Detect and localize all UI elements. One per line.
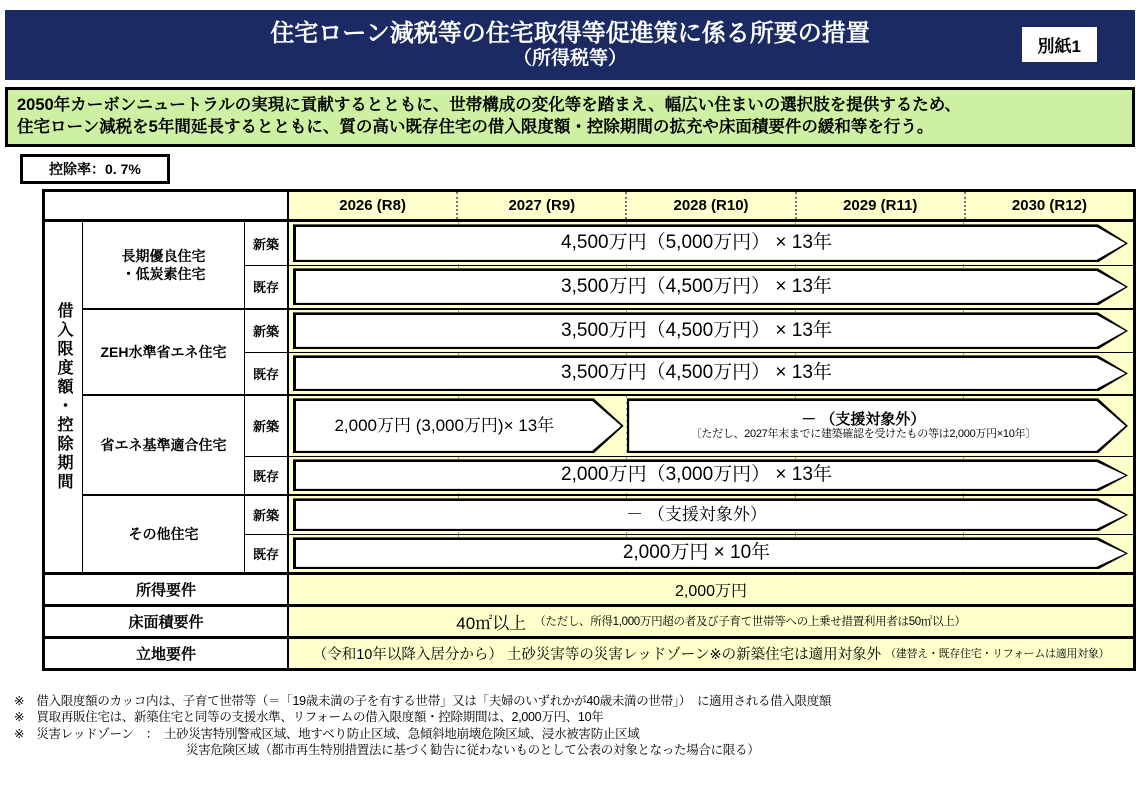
type-cell: 新築: [245, 310, 289, 352]
limit-arrow-right: [627, 398, 1128, 453]
limit-value-main: － （支援対象外）: [801, 410, 926, 428]
type-cell: 新築: [245, 496, 289, 534]
table-row: [245, 310, 1133, 352]
requirement-value-note: （ただし、所得1,000万円超の者及び子育て世帯等への上乗せ措置利用者は50㎡以上）: [534, 616, 966, 629]
title-bar: [5, 10, 1135, 80]
type-cell: 既存: [245, 457, 289, 494]
limit-arrow: [293, 224, 1128, 262]
requirement-label: 所得要件: [45, 575, 289, 604]
category-line1: その他住宅: [128, 525, 199, 542]
deduction-rate-box: 控除率：0. 7%: [20, 154, 170, 184]
data-cell: [289, 266, 1133, 308]
data-cell: [289, 457, 1133, 494]
data-cell: [289, 535, 1133, 572]
data-cell-split: [289, 396, 1133, 456]
side-header-label: 借入限度額・控除期間: [55, 301, 72, 492]
limit-arrow: [293, 498, 1128, 531]
limit-value: [627, 398, 1128, 453]
requirement-value: [289, 607, 1133, 636]
category-line1: 省エネ基準適合住宅: [100, 436, 227, 453]
table-row: [245, 265, 1133, 308]
page-subtitle: （所得税等）: [512, 47, 627, 69]
limit-value: 3,500万円（4,500万円） × 13年: [561, 275, 832, 297]
category-label: [83, 396, 245, 494]
category-line1: 長期優良住宅: [121, 247, 206, 264]
year-column-2026: 2026 (R8): [339, 196, 406, 214]
appendix-badge: 別紙1: [1022, 27, 1097, 62]
requirement-value-main: 40㎡以上: [456, 613, 527, 633]
footnotes: [14, 693, 1140, 759]
location-requirement-row: [45, 636, 1133, 668]
page-title: 住宅ローン減税等の住宅取得等促進策に係る所要の措置: [270, 20, 870, 48]
footnote-2: ※ 買取再販住宅は、新築住宅と同等の支援水準、リフォームの借入限度額・控除期間は、2,000万円、10年: [14, 710, 604, 725]
type-cell: 既存: [245, 266, 289, 308]
limit-value: 2,000万円（3,000万円） × 13年: [561, 464, 832, 486]
table-row: [245, 352, 1133, 394]
requirement-label: 立地要件: [45, 639, 289, 668]
table-row: [245, 496, 1133, 534]
year-column-2027: 2027 (R9): [456, 192, 625, 219]
category-label: [83, 496, 245, 572]
category-line1: ZEH水準省エネ住宅: [100, 343, 227, 360]
footnote-1: ※ 借入限度額のカッコ内は、子育て世帯等（＝「19歳未満の子を有する世帯」又は「夫婦のいずれかが40歳未満の世帯」） に適用される借入限度額: [14, 693, 832, 708]
type-cell: 新築: [245, 222, 289, 265]
year-columns: [289, 192, 1133, 219]
year-column-2028: 2028 (R10): [625, 192, 794, 219]
requirement-value: 2,000万円: [289, 575, 1133, 604]
limit-arrow: [293, 312, 1128, 349]
type-cell: 新築: [245, 396, 289, 456]
limit-arrow: [293, 459, 1128, 491]
table-body: [45, 222, 1133, 572]
side-header-cell: [45, 222, 83, 572]
summary-line-2: 住宅ローン減税を5年間延長するとともに、質の高い既存住宅の借入限度額・控除期間の拡充や床面積要件の緩和等を行う。: [17, 117, 934, 136]
year-column-2029: 2029 (R11): [795, 192, 964, 219]
table-header-row: [45, 192, 1133, 222]
table-row: [245, 396, 1133, 456]
category-line2: ・低炭素住宅: [121, 265, 206, 282]
data-cell: [289, 222, 1133, 265]
group-rows: [245, 222, 1133, 308]
main-table: [42, 189, 1136, 671]
category-label: [83, 222, 245, 308]
floor-area-requirement-row: [45, 604, 1133, 636]
footnote-4: 災害危険区域（都市再生特別措置法に基づく勧告に従わないものとして公表の対象となった場合に限る）: [186, 743, 760, 758]
table-row: [245, 222, 1133, 265]
requirement-value-note: （建替え・既存住宅・リフォームは適用対象）: [885, 648, 1110, 661]
limit-value: 3,500万円（4,500万円） × 13年: [561, 319, 832, 341]
summary-line-1: 2050年カーボンニュートラルの実現に貢献するとともに、世帯構成の変化等を踏まえ、幅広い住まいの選択肢を提供するため、: [17, 96, 962, 114]
requirement-value-main: （令和10年以降入居分から） 土砂災害等の災害レッドゾーン※の新築住宅は適用対象外: [312, 646, 882, 663]
group-rows: [245, 496, 1133, 572]
limit-arrow: [293, 537, 1128, 569]
limit-arrow-left: [293, 398, 624, 453]
year-column-2030: 2030 (R12): [964, 192, 1133, 219]
limit-arrow: [293, 268, 1128, 305]
category-label: [83, 310, 245, 394]
groups-column: [83, 222, 1133, 572]
limit-value: 4,500万円（5,000万円） × 13年: [561, 232, 832, 254]
group-zeh: [83, 308, 1133, 394]
table-row: [245, 456, 1133, 494]
limit-value-note: 〔ただし、2027年末までに建築確認を受けたもの等は2,000万円×10年〕: [690, 428, 1036, 441]
limit-value: － （支援対象外）: [626, 505, 767, 525]
table-row: [245, 534, 1133, 572]
requirement-value: [289, 639, 1133, 668]
limit-value: 3,500万円（4,500万円） × 13年: [561, 362, 832, 384]
data-cell: [289, 496, 1133, 534]
group-shoene-kijun: [83, 394, 1133, 494]
group-rows: [245, 310, 1133, 394]
group-rows: [245, 396, 1133, 494]
group-choki-yuryo: [83, 222, 1133, 308]
footnote-3: ※ 災害レッドゾーン ： 土砂災害特別警戒区域、地すべり防止区域、急傾斜地崩壊危険区域、浸水被害防止区域: [14, 726, 640, 741]
header-corner-cell: [45, 192, 289, 219]
data-cell: [289, 353, 1133, 394]
group-sonota: [83, 494, 1133, 572]
type-cell: 既存: [245, 535, 289, 572]
income-requirement-row: [45, 572, 1133, 604]
type-cell: 既存: [245, 353, 289, 394]
data-cell: [289, 310, 1133, 352]
requirement-label: 床面積要件: [45, 607, 289, 636]
limit-value: 2,000万円 (3,000万円)× 13年: [334, 416, 555, 436]
summary-box: [5, 87, 1135, 147]
limit-value: 2,000万円 × 10年: [622, 542, 771, 564]
limit-arrow: [293, 355, 1128, 391]
